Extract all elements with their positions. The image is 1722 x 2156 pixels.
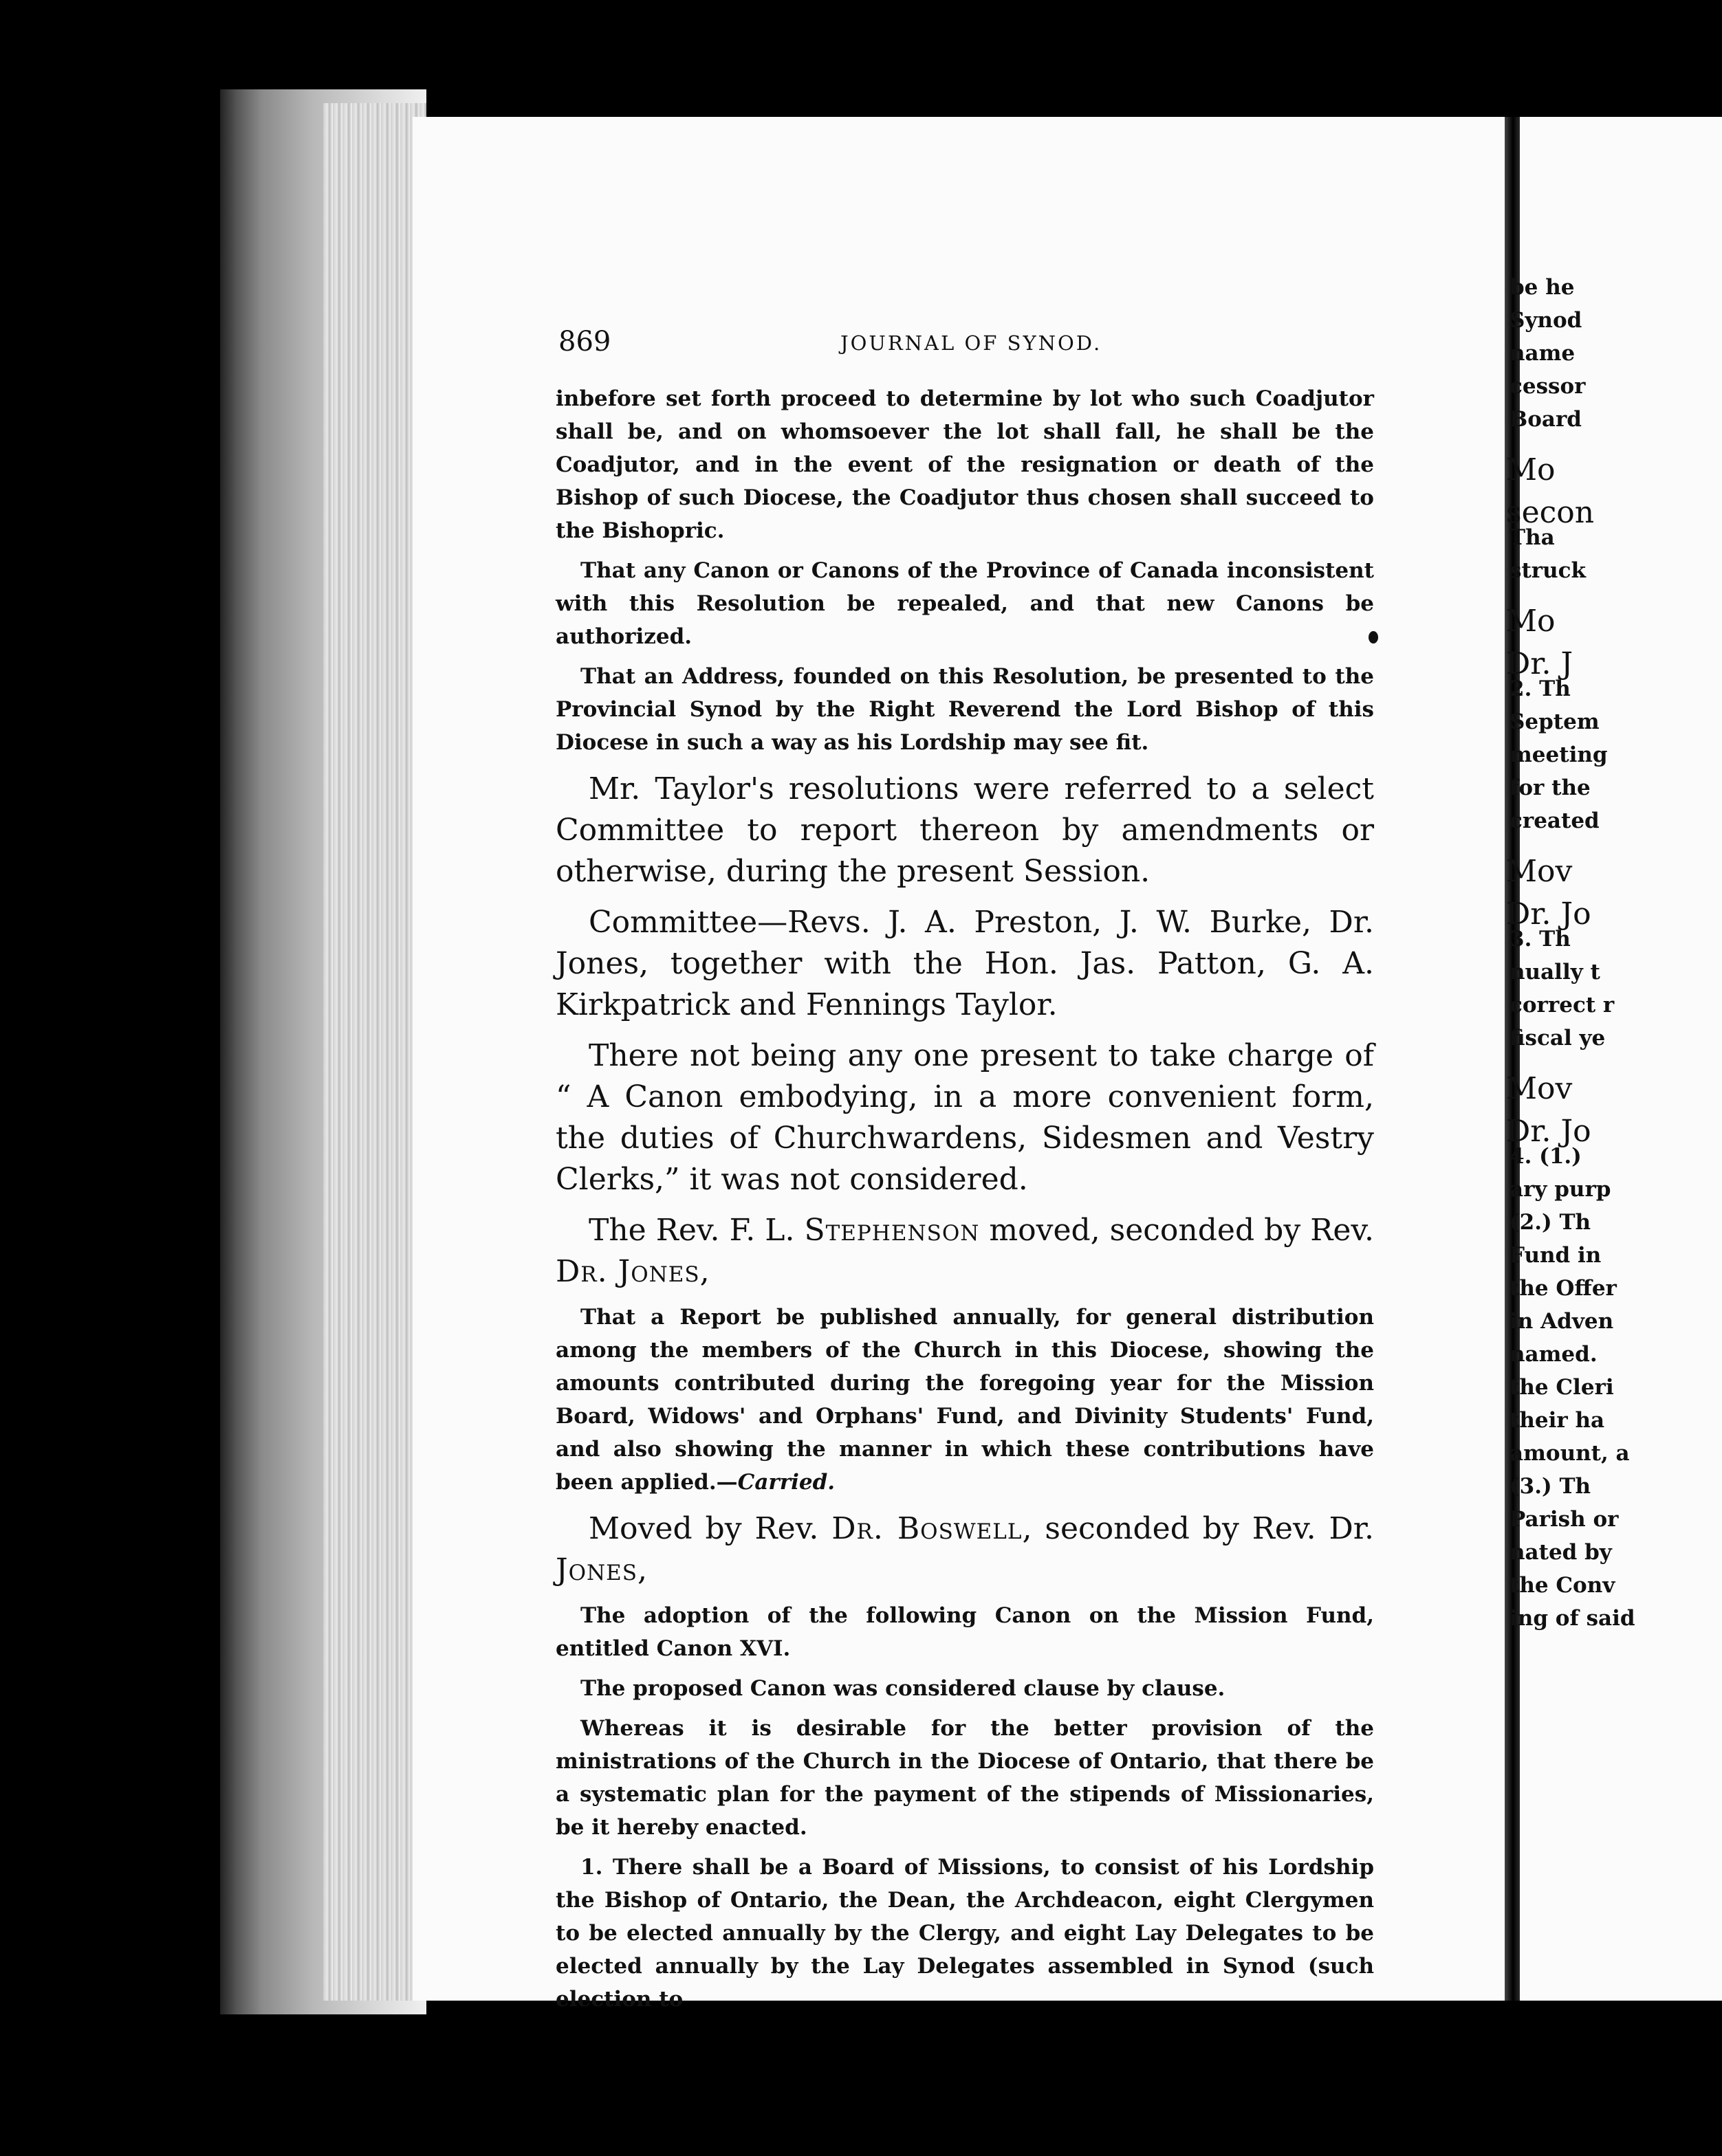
adjacent-page-text: Board	[1510, 407, 1582, 432]
adjacent-page-text: for the	[1510, 776, 1591, 800]
adjacent-page-text: secon	[1506, 495, 1595, 530]
adjacent-page-text: be he	[1510, 275, 1575, 300]
paragraph-churchwardens-canon: There not being any one present to take charge of “ A Canon embodying, in a more convenient form, the duties of Churchwardens, Sidesmen and Vestry Clerks,” it was not considered.	[556, 1038, 1374, 1197]
mover-name: Dr. Boswell	[831, 1511, 1023, 1546]
motion-middle: , seconded by Rev. Dr.	[1022, 1511, 1374, 1546]
mover-name: Stephenson	[804, 1213, 980, 1248]
seconder-name: Dr. Jones	[556, 1254, 700, 1289]
motion-suffix: ,	[637, 1552, 648, 1587]
adjacent-page-text: created	[1510, 808, 1600, 833]
motion-prefix: The Rev. F. L.	[589, 1213, 805, 1248]
paragraph-canon-adoption: The adoption of the following Canon on the Mission Fund, entitled Canon XVI.	[556, 1603, 1374, 1661]
adjacent-page-text: ing of said	[1510, 1606, 1635, 1631]
adjacent-page-text: the Offer	[1510, 1276, 1617, 1301]
motion-stephenson	[556, 1210, 1374, 1292]
paragraph-coadjutor: inbefore set forth proceed to determine by lot who such Coadjutor shall be, and on whomsoever the lot shall fall, he shall be the Coadjutor, and in the event of the resignation or death of the Bishop of such Diocese, the Coadjutor thus chosen shall succeed to the Bishopric.	[556, 386, 1374, 543]
book-gutter	[1505, 117, 1521, 2001]
paragraph-whereas: Whereas it is desirable for the better provision of the ministrations of the Church in the Diocese of Ontario, that there be a systematic plan for the payment of the stipends of Missionaries, be it hereby enacted.	[556, 1716, 1374, 1840]
adjacent-page-fragment	[1506, 117, 1722, 2001]
adjacent-page-text: (3.) Th	[1510, 1474, 1591, 1499]
resolution-text: That a Report be published annually, for general distribution among the members of the Church in this Diocese, showing the amounts contributed during the foregoing year for the Mission Board, Widows' and Orphans' Fund, and Divinity Students' Fund, and also showing the manner in which these contributions have been applied.—	[556, 1305, 1374, 1495]
adjacent-page-text: ary purp	[1510, 1177, 1611, 1202]
adjacent-page-text: name	[1510, 341, 1576, 366]
page-body	[556, 382, 1374, 2023]
running-head	[558, 326, 1370, 360]
adjacent-page-text: Septem	[1510, 710, 1600, 734]
paragraph-address: That an Address, founded on this Resolution, be presented to the Provincial Synod by the Right Reverend the Lord Bishop of this Diocese in such a way as his Lordship may see fit.	[556, 664, 1374, 755]
paragraph-committee: Committee—Revs. J. A. Preston, J. W. Burke, Dr. Jones, together with the Hon. Jas. Patton, G. A. Kirkpatrick and Fennings Taylor.	[556, 905, 1374, 1022]
adjacent-page-text: nually t	[1510, 960, 1600, 984]
adjacent-page-text: (2.) Th	[1510, 1210, 1591, 1235]
adjacent-page-text: in Adven	[1510, 1309, 1614, 1334]
adjacent-page-text: 2. Th	[1510, 676, 1571, 701]
adjacent-page-text: the Cleri	[1510, 1375, 1614, 1400]
adjacent-page-text: Mov	[1506, 1071, 1573, 1106]
adjacent-page-text: Fund in	[1510, 1243, 1602, 1268]
adjacent-page-text: fiscal ye	[1510, 1026, 1606, 1050]
adjacent-page-text: Mov	[1506, 854, 1573, 889]
page-number: 869	[558, 326, 611, 358]
paragraph-clause-by-clause: The proposed Canon was considered clause by clause.	[580, 1676, 1225, 1701]
adjacent-page-text: Tha	[1510, 525, 1555, 550]
book-page-edges	[220, 89, 426, 2014]
adjacent-page-text: Parish or	[1510, 1507, 1619, 1532]
seconder-name: Jones	[556, 1552, 638, 1587]
adjacent-page-text: Synod	[1510, 308, 1582, 333]
paragraph-report-resolution	[556, 1301, 1374, 1499]
adjacent-page-text: meeting	[1510, 742, 1608, 767]
motion-prefix: Moved by Rev.	[589, 1511, 832, 1546]
paragraph-board-of-missions: 1. There shall be a Board of Missions, to consist of his Lordship the Bishop of Ontario, the Dean, the Archdeacon, eight Clergymen to be elected annually by the Clergy, and eight Lay Delegates to be elected annually by the Lay Delegates assembled in Synod (such election to	[556, 1855, 1374, 2012]
adjacent-page-text: correct r	[1510, 993, 1615, 1018]
adjacent-page-text: struck	[1510, 558, 1586, 583]
paragraph-taylor-resolutions: Mr. Taylor's resolutions were referred to a select Committee to report thereon by amendments or otherwise, during the present Session.	[556, 771, 1374, 889]
adjacent-page-text: nated by	[1510, 1540, 1612, 1565]
adjacent-page-text: Dr. Jo	[1506, 1114, 1591, 1149]
adjacent-page-text: cessor	[1510, 374, 1586, 399]
motion-middle: moved, seconded by Rev.	[979, 1213, 1374, 1248]
adjacent-page-text: named.	[1510, 1342, 1598, 1367]
journal-title: JOURNAL OF SYNOD.	[840, 331, 1102, 355]
adjacent-page-text: Dr. J	[1506, 646, 1573, 681]
resolution-outcome: Carried.	[737, 1470, 836, 1495]
adjacent-page-text: Mo	[1506, 604, 1556, 639]
adjacent-page-text: their ha	[1510, 1408, 1605, 1433]
adjacent-page-text: Dr. Jo	[1506, 896, 1591, 932]
adjacent-page-text: 4. (1.)	[1510, 1144, 1582, 1169]
adjacent-page-text: the Conv	[1510, 1573, 1615, 1598]
adjacent-page-text: 3. Th	[1510, 927, 1571, 952]
motion-boswell	[556, 1508, 1374, 1591]
adjacent-page-text: Mo	[1506, 452, 1556, 487]
motion-suffix: ,	[699, 1254, 710, 1289]
adjacent-page-text: amount, a	[1510, 1441, 1630, 1466]
paragraph-canons-repealed: That any Canon or Canons of the Province of Canada inconsistent with this Resolution be repealed, and that new Canons be authorized.	[556, 558, 1374, 649]
